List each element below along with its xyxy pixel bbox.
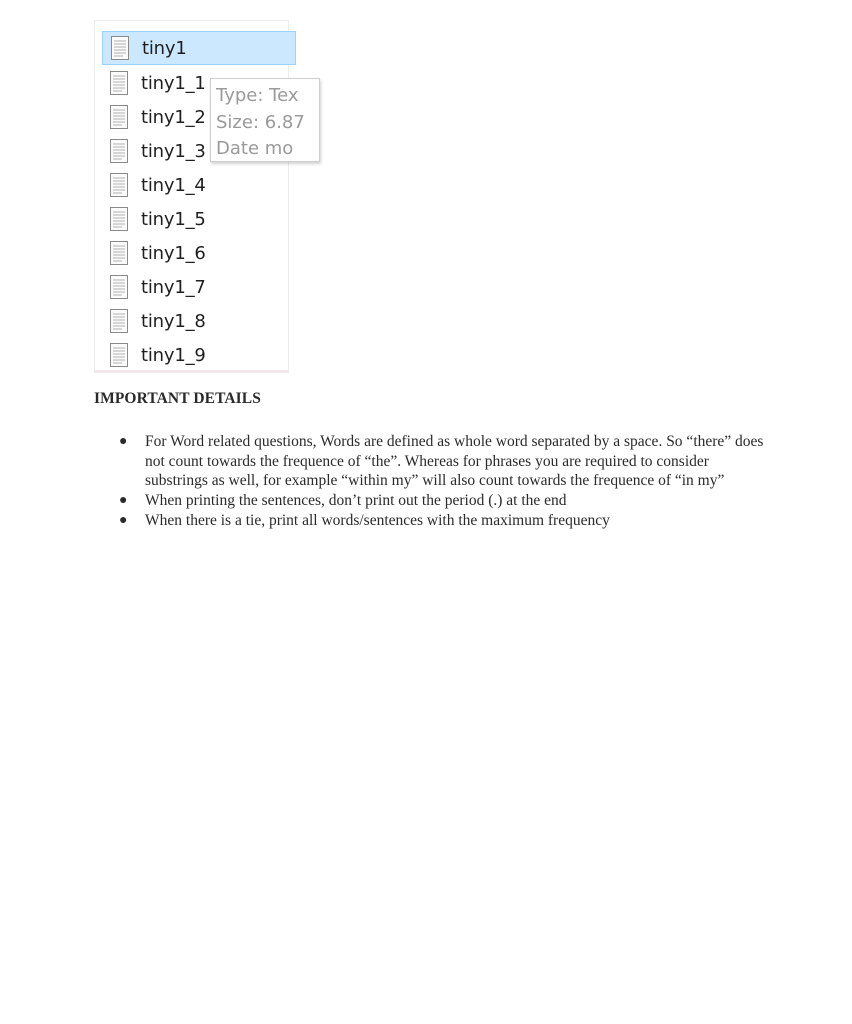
text-file-icon: [110, 105, 128, 129]
text-file-icon: [110, 343, 128, 367]
list-item: [94, 511, 764, 531]
bullet-icon: ●: [119, 512, 128, 528]
bullet-icon: ●: [119, 434, 128, 449]
list-item-text: When printing the sentences, don’t print out the period (.) at the end: [145, 492, 567, 510]
text-file-icon: [111, 36, 129, 60]
tooltip-date: Date mo: [216, 138, 294, 159]
file-name: tiny1: [142, 37, 187, 59]
details-list: [94, 432, 764, 531]
text-file-icon: [110, 275, 128, 299]
file-name: tiny1_6: [141, 242, 206, 264]
section-heading: IMPORTANT DETAILS: [94, 390, 261, 407]
file-name: tiny1_4: [141, 174, 206, 196]
text-file-icon: [110, 173, 128, 197]
file-name: tiny1_2: [141, 106, 206, 128]
text-file-icon: [110, 207, 128, 231]
text-file-icon: [110, 71, 128, 95]
file-row[interactable]: [102, 202, 296, 236]
text-file-icon: [110, 241, 128, 265]
list-item-text: When there is a tie, print all words/sentences with the maximum frequency: [145, 511, 610, 529]
file-name: tiny1_1: [141, 72, 206, 94]
list-item: [94, 432, 764, 491]
text-file-icon: [110, 139, 128, 163]
text-file-icon: [110, 309, 128, 333]
list-item-text: For Word related questions, Words are defined as whole word separated by a space. So “there” does not count towards the frequence of “the”. Whereas for phrases you are required to consider substrings as well, for example “within my” will also count towards the frequence of “in my”: [145, 433, 764, 490]
file-row[interactable]: [102, 236, 296, 270]
file-row[interactable]: [102, 31, 296, 65]
file-name: tiny1_8: [141, 310, 206, 332]
file-row[interactable]: [102, 168, 296, 202]
file-row[interactable]: [102, 338, 296, 372]
file-name: tiny1_5: [141, 208, 206, 230]
tooltip-size: Size: 6.87: [216, 111, 305, 133]
bullet-icon: ●: [119, 493, 128, 509]
list-item: [94, 491, 764, 511]
file-explorer-screenshot: [94, 20, 305, 373]
file-name: tiny1_7: [141, 276, 206, 298]
file-name: tiny1_3: [141, 140, 206, 162]
file-info-tooltip: [210, 78, 320, 162]
tooltip-type: Type: Tex: [216, 85, 299, 106]
file-name: tiny1_9: [141, 344, 206, 366]
file-row[interactable]: [102, 270, 296, 304]
file-row[interactable]: [102, 304, 296, 338]
